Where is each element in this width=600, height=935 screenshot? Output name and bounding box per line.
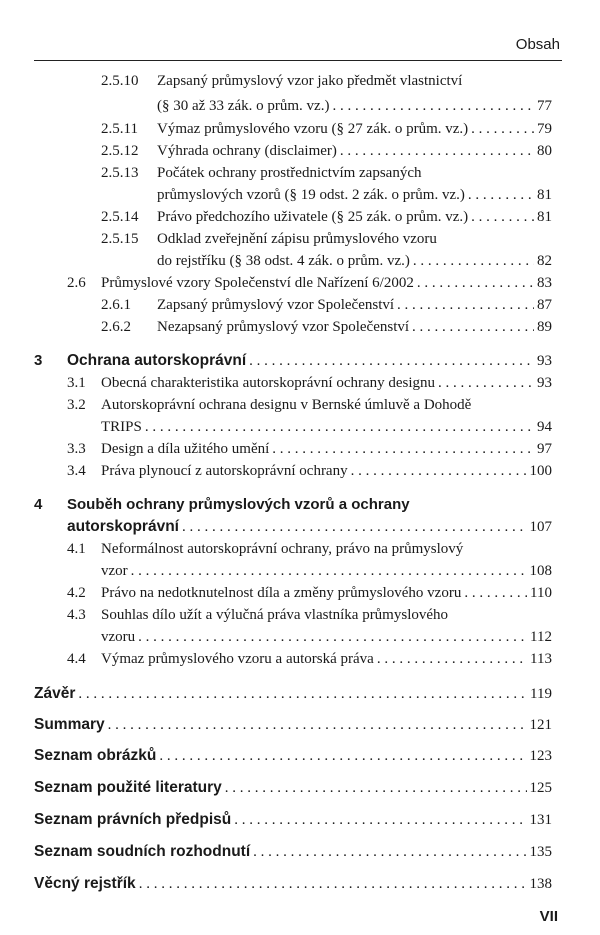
- toc-entry-title: vzor: [101, 563, 128, 579]
- toc-chapter-4: [67, 518, 552, 536]
- toc-entry-3-4: [101, 462, 552, 480]
- toc-chapter-3: [67, 352, 552, 370]
- leader-dots: [471, 120, 534, 138]
- toc-page-number: 77: [537, 98, 552, 114]
- toc-seznam-rozhodnuti: [34, 843, 552, 861]
- toc-page-number: 107: [529, 519, 552, 535]
- toc-page-number: 89: [537, 319, 552, 335]
- running-header-title: Obsah: [515, 36, 560, 53]
- leader-dots: [468, 186, 534, 204]
- leader-dots: [272, 440, 534, 458]
- toc-page-number: 83: [537, 275, 552, 291]
- toc-page-number: 121: [529, 717, 552, 733]
- toc-page-number: 93: [537, 353, 552, 369]
- toc-vecny-rejstrik: [34, 875, 552, 893]
- toc-entry-title: Právo na nedotknutelnost díla a změny průmyslového vzoru: [101, 585, 462, 601]
- toc-entry-2-5-11: [157, 120, 552, 138]
- toc-page-number: 81: [537, 209, 552, 225]
- toc-entry-title: TRIPS: [101, 419, 142, 435]
- leader-dots: [332, 97, 534, 115]
- toc-page-number: 131: [529, 812, 552, 828]
- toc-entry-title: Výmaz průmyslového vzoru (§ 27 zák. o prům. vz.): [157, 121, 469, 137]
- toc-entry-number: 2.5.14: [101, 209, 139, 225]
- toc-page-number: 113: [530, 651, 552, 667]
- toc-page-number: 97: [537, 441, 552, 457]
- leader-dots: [139, 875, 527, 893]
- toc-entry-title: Výhrada ochrany (disclaimer): [157, 143, 337, 159]
- toc-entry-number: 2.5.11: [101, 121, 138, 137]
- toc-entry-number: 2.6.2: [101, 319, 131, 335]
- leader-dots: [234, 811, 526, 829]
- toc-entry-title: Zapsaný průmyslový vzor jako předmět vlastnictví: [157, 73, 463, 89]
- toc-page-number: 100: [529, 463, 552, 479]
- leader-dots: [377, 650, 527, 668]
- toc-entry-number: 2.5.12: [101, 143, 139, 159]
- leader-dots: [182, 518, 527, 536]
- leader-dots: [138, 628, 527, 646]
- toc-page-number: 135: [529, 844, 552, 860]
- toc-seznam-obrazku: [34, 747, 552, 765]
- section-title: Summary: [34, 716, 105, 733]
- toc-summary: [34, 716, 552, 734]
- toc-entry-title: Neformálnost autorskoprávní ochrany, právo na průmyslový: [101, 541, 464, 557]
- section-title: Seznam obrázků: [34, 747, 157, 764]
- section-title: Seznam soudních rozhodnutí: [34, 843, 251, 860]
- chapter-title: Souběh ochrany průmyslových vzorů a ochrany: [67, 496, 410, 513]
- leader-dots: [464, 584, 527, 602]
- toc-seznam-literatury: [34, 779, 552, 797]
- toc-page-number: 119: [530, 686, 552, 702]
- toc-entry-title: (§ 30 až 33 zák. o prům. vz.): [157, 98, 330, 114]
- section-title: Věcný rejstřík: [34, 875, 136, 892]
- toc-page-number: 82: [537, 253, 552, 269]
- toc-seznam-predpisu: [34, 811, 552, 829]
- leader-dots: [78, 685, 527, 703]
- header-rule: [34, 60, 562, 61]
- toc-entry-2-6-1: [157, 296, 552, 314]
- toc-entry-2-5-12: [157, 142, 552, 160]
- leader-dots: [413, 252, 534, 270]
- chapter-title: Ochrana autorskoprávní: [67, 352, 247, 369]
- page-folio: VII: [539, 908, 558, 925]
- leader-dots: [159, 747, 526, 765]
- leader-dots: [249, 352, 534, 370]
- toc-entry-2-6: [101, 274, 552, 292]
- section-title: Závěr: [34, 685, 76, 702]
- toc-entry-4-3: [101, 628, 552, 646]
- toc-entry-3-2: [101, 418, 552, 436]
- toc-entry-title: Autorskoprávní ochrana designu v Bernské úmluvě a Dohodě: [101, 397, 472, 413]
- toc-page-number: 108: [529, 563, 552, 579]
- toc-page-number: 80: [537, 143, 552, 159]
- leader-dots: [225, 779, 527, 797]
- toc-page-number: 112: [530, 629, 552, 645]
- toc-entry-4-2: [101, 584, 552, 602]
- toc-entry-number: 3.3: [67, 441, 86, 457]
- leader-dots: [145, 418, 534, 436]
- toc-page-number: 87: [537, 297, 552, 313]
- toc-page-number: 81: [537, 187, 552, 203]
- toc-entry-title: Design a díla užitého umění: [101, 441, 270, 457]
- toc-page-number: 94: [537, 419, 552, 435]
- toc-entry-title: vzoru: [101, 629, 136, 645]
- toc-entry-title: Právo předchozího uživatele (§ 25 zák. o prům. vz.): [157, 209, 469, 225]
- leader-dots: [131, 562, 527, 580]
- toc-entry-2-5-15: [157, 252, 552, 270]
- toc-entry-title: průmyslových vzorů (§ 19 odst. 2 zák. o prům. vz.): [157, 187, 465, 203]
- leader-dots: [253, 843, 526, 861]
- section-title: Seznam právních předpisů: [34, 811, 232, 828]
- toc-page-number: 138: [529, 876, 552, 892]
- toc-entry-number: 4.4: [67, 651, 86, 667]
- toc-entry-2-5-13: [157, 186, 552, 204]
- toc-entry-4-4: [101, 650, 552, 668]
- toc-entry-number: 4.1: [67, 541, 86, 557]
- toc-entry-number: 2.5.10: [101, 73, 139, 89]
- toc-entry-title: Odklad zveřejnění zápisu průmyslového vzoru: [157, 231, 437, 247]
- toc-entry-title: Nezapsaný průmyslový vzor Společenství: [157, 319, 410, 335]
- toc-entry-number: 3.4: [67, 463, 86, 479]
- toc-page-number: 93: [537, 375, 552, 391]
- leader-dots: [108, 716, 527, 734]
- chapter-title: autorskoprávní: [67, 518, 179, 535]
- toc-entry-title: Souhlas dílo užít a výlučná práva vlastníka průmyslového: [101, 607, 449, 623]
- toc-entry-title: Obecná charakteristika autorskoprávní ochrany designu: [101, 375, 436, 391]
- chapter-number: 3: [34, 352, 43, 369]
- leader-dots: [412, 318, 534, 336]
- toc-entry-number: 3.2: [67, 397, 86, 413]
- leader-dots: [417, 274, 534, 292]
- toc-entry-number: 2.6.1: [101, 297, 131, 313]
- toc-entry-number: 4.2: [67, 585, 86, 601]
- leader-dots: [471, 208, 534, 226]
- toc-entry-title: do rejstříku (§ 38 odst. 4 zák. o prům. vz.): [157, 253, 410, 269]
- toc-entry-2-5-14: [157, 208, 552, 226]
- toc-entry-number: 2.6: [67, 275, 86, 291]
- leader-dots: [397, 296, 534, 314]
- toc-entry-title: Práva plynoucí z autorskoprávní ochrany: [101, 463, 348, 479]
- toc-entry-title: Počátek ochrany prostřednictvím zapsaných: [157, 165, 422, 181]
- section-title: Seznam použité literatury: [34, 779, 222, 796]
- toc-zaver: [34, 685, 552, 703]
- toc-entry-3-1: [101, 374, 552, 392]
- toc-page-number: 125: [529, 780, 552, 796]
- toc-entry-2-6-2: [157, 318, 552, 336]
- toc-entry-number: 2.5.13: [101, 165, 139, 181]
- leader-dots: [351, 462, 527, 480]
- chapter-number: 4: [34, 496, 43, 513]
- toc-page-number: 79: [537, 121, 552, 137]
- toc-page-number: 110: [530, 585, 552, 601]
- toc-entry-3-3: [101, 440, 552, 458]
- toc-entry-number: 4.3: [67, 607, 86, 623]
- toc-entry-title: Průmyslové vzory Společenství dle Nařízení 6/2002: [101, 275, 414, 291]
- toc-entry-title: Výmaz průmyslového vzoru a autorská práva: [101, 651, 374, 667]
- toc-entry-number: 2.5.15: [101, 231, 139, 247]
- leader-dots: [438, 374, 534, 392]
- leader-dots: [340, 142, 534, 160]
- toc-entry-2-5-10: [157, 97, 552, 115]
- toc-page-number: 123: [529, 748, 552, 764]
- toc-entry-4-1: [101, 562, 552, 580]
- toc-entry-title: Zapsaný průmyslový vzor Společenství: [157, 297, 395, 313]
- toc-entry-number: 3.1: [67, 375, 86, 391]
